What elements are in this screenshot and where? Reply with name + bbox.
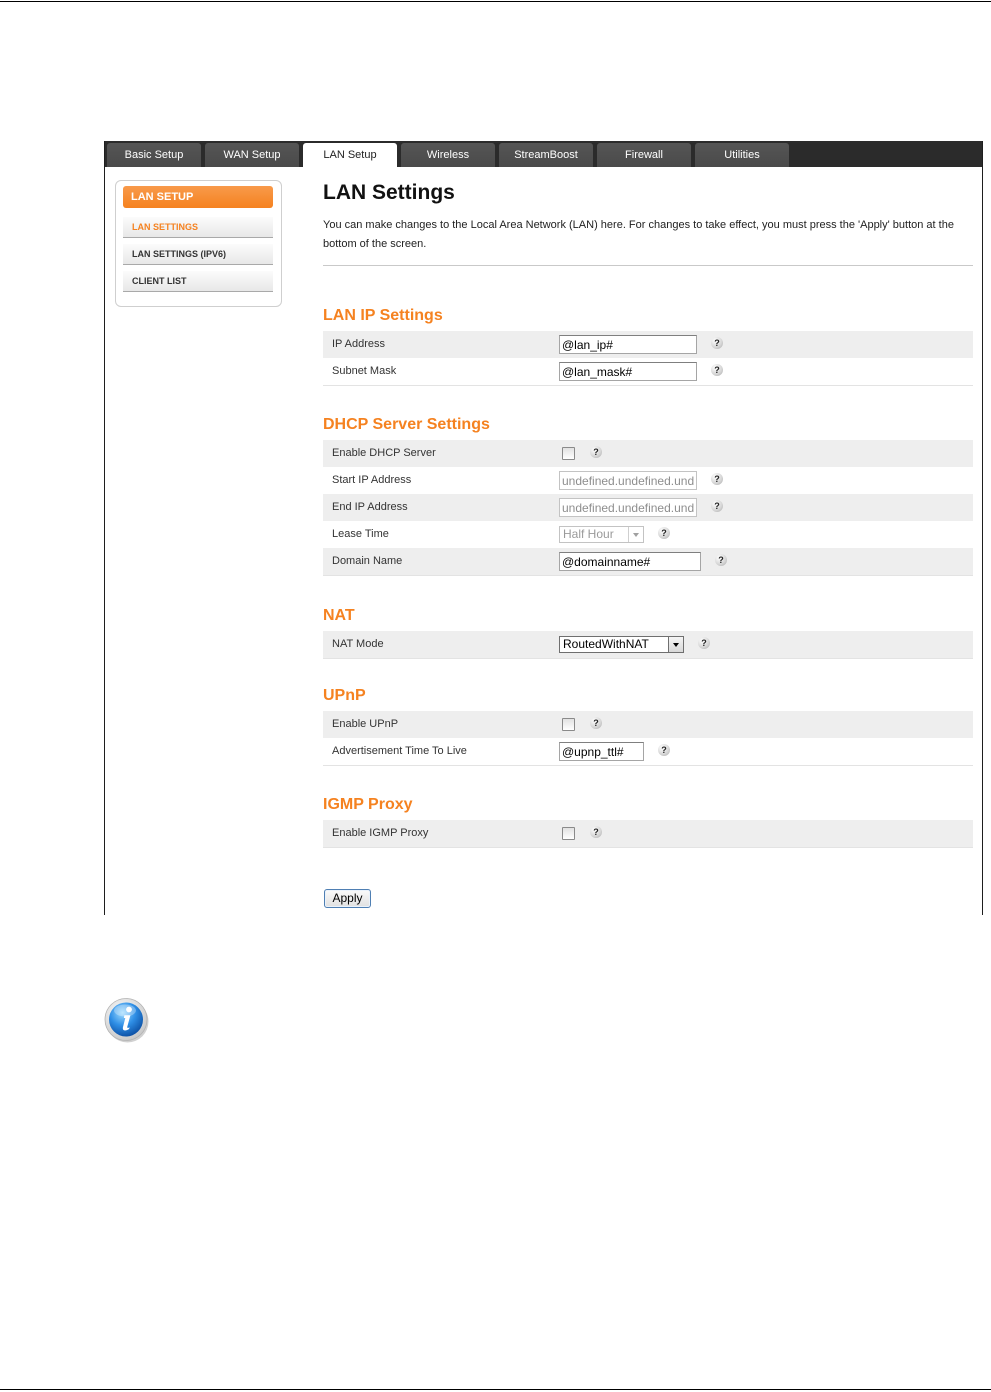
section-heading: IGMP Proxy	[323, 796, 413, 813]
page-description: You can make changes to the Local Area Network (LAN) here. For changes to take effect, you must press the 'Apply' button at the bottom of the screen.	[323, 219, 954, 250]
subnet-mask-label: Subnet Mask	[332, 365, 397, 377]
enable-upnp-checkbox[interactable]	[562, 718, 575, 731]
advertisement-ttl-input[interactable]	[559, 742, 644, 761]
settings-table	[323, 331, 973, 386]
ip-address-input[interactable]	[559, 335, 697, 354]
nat-mode-control	[559, 631, 710, 658]
tab-wan-setup[interactable]: WAN Setup	[205, 143, 299, 167]
subnet-mask-control	[559, 358, 723, 385]
enable-upnp-control	[559, 711, 602, 738]
end-ip-label: End IP Address	[332, 501, 408, 513]
page-title: LAN Settings	[323, 181, 455, 204]
sidebar-item-lan-settings[interactable]: LAN SETTINGS	[123, 217, 273, 238]
enable-dhcp-checkbox[interactable]	[562, 447, 575, 460]
tab-streamboost[interactable]: StreamBoost	[499, 143, 593, 167]
end-ip-input[interactable]	[559, 498, 697, 517]
end-ip-control	[559, 494, 723, 521]
enable-dhcp-control	[559, 440, 602, 467]
help-icon[interactable]: ?	[711, 500, 723, 512]
nat-mode-value: RoutedWithNAT	[563, 637, 649, 651]
info-icon	[102, 996, 150, 1044]
domain-name-row	[323, 548, 973, 575]
tab-lan-setup[interactable]: LAN Setup	[303, 143, 397, 167]
lease-time-row	[323, 521, 973, 548]
triangle-down-icon	[628, 527, 643, 542]
start-ip-input[interactable]	[559, 471, 697, 490]
help-icon[interactable]: ?	[658, 527, 670, 539]
help-icon[interactable]: ?	[711, 473, 723, 485]
domain-name-control	[559, 548, 727, 575]
help-icon[interactable]: ?	[590, 717, 602, 729]
enable-igmp-checkbox[interactable]	[562, 827, 575, 840]
lease-time-control	[559, 521, 670, 548]
router-ui-screenshot	[104, 141, 983, 915]
nat-mode-row	[323, 631, 973, 658]
lease-time-label: Lease Time	[332, 528, 389, 540]
domain-name-label: Domain Name	[332, 555, 403, 567]
dhcp-server-settings-section	[323, 416, 973, 576]
start-ip-row	[323, 467, 973, 494]
end-ip-row	[323, 494, 973, 521]
start-ip-label: Start IP Address	[332, 474, 412, 486]
help-icon[interactable]: ?	[715, 554, 727, 566]
ip-address-row	[323, 331, 973, 358]
settings-table	[323, 711, 973, 766]
help-icon[interactable]: ?	[698, 637, 710, 649]
nat-mode-select[interactable]	[559, 636, 684, 653]
top-nav-bar	[105, 141, 982, 167]
ip-address-control	[559, 331, 723, 358]
help-icon[interactable]: ?	[711, 337, 723, 349]
igmp-proxy-section	[323, 796, 973, 848]
help-icon[interactable]: ?	[590, 826, 602, 838]
help-icon[interactable]: ?	[658, 744, 670, 756]
page-footer-rule	[0, 1389, 991, 1390]
nat-mode-label: NAT Mode	[332, 638, 384, 650]
section-heading: NAT	[323, 607, 355, 624]
apply-button[interactable]: Apply	[324, 889, 371, 908]
domain-name-input[interactable]	[559, 552, 701, 571]
section-heading: LAN IP Settings	[323, 307, 443, 324]
sidebar-header: LAN SETUP	[123, 186, 273, 208]
enable-dhcp-label: Enable DHCP Server	[332, 447, 436, 459]
lease-time-value: Half Hour	[563, 527, 614, 541]
enable-igmp-row	[323, 820, 973, 847]
subnet-mask-input[interactable]	[559, 362, 697, 381]
start-ip-control	[559, 467, 723, 494]
upnp-section	[323, 687, 973, 766]
triangle-down-icon[interactable]	[668, 637, 683, 652]
section-heading: DHCP Server Settings	[323, 416, 490, 433]
advertisement-ttl-label: Advertisement Time To Live	[332, 745, 467, 757]
settings-table	[323, 440, 973, 576]
help-icon[interactable]: ?	[590, 446, 602, 458]
tab-firewall[interactable]: Firewall	[597, 143, 691, 167]
ip-address-label: IP Address	[332, 338, 385, 350]
enable-upnp-label: Enable UPnP	[332, 718, 399, 730]
tab-basic-setup[interactable]: Basic Setup	[107, 143, 201, 167]
enable-dhcp-row	[323, 440, 973, 467]
help-icon[interactable]: ?	[711, 364, 723, 376]
lan-ip-settings-section	[323, 307, 973, 386]
title-divider	[323, 265, 973, 266]
enable-igmp-control	[559, 820, 602, 847]
top-nav-tabs	[107, 143, 789, 167]
lease-time-select[interactable]	[559, 526, 644, 543]
tab-wireless[interactable]: Wireless	[401, 143, 495, 167]
sidebar	[115, 180, 282, 307]
settings-table	[323, 820, 973, 848]
advertisement-ttl-control	[559, 738, 670, 765]
subnet-mask-row	[323, 358, 973, 385]
page-header-rule	[0, 1, 991, 2]
advertisement-ttl-row	[323, 738, 973, 765]
enable-upnp-row	[323, 711, 973, 738]
nat-section	[323, 607, 973, 659]
sidebar-item-lan-settings-ipv6[interactable]: LAN SETTINGS (IPV6)	[123, 244, 273, 265]
tab-utilities[interactable]: Utilities	[695, 143, 789, 167]
settings-table	[323, 631, 973, 659]
sidebar-item-client-list[interactable]: CLIENT LIST	[123, 271, 273, 292]
enable-igmp-label: Enable IGMP Proxy	[332, 827, 429, 839]
section-heading: UPnP	[323, 687, 366, 704]
